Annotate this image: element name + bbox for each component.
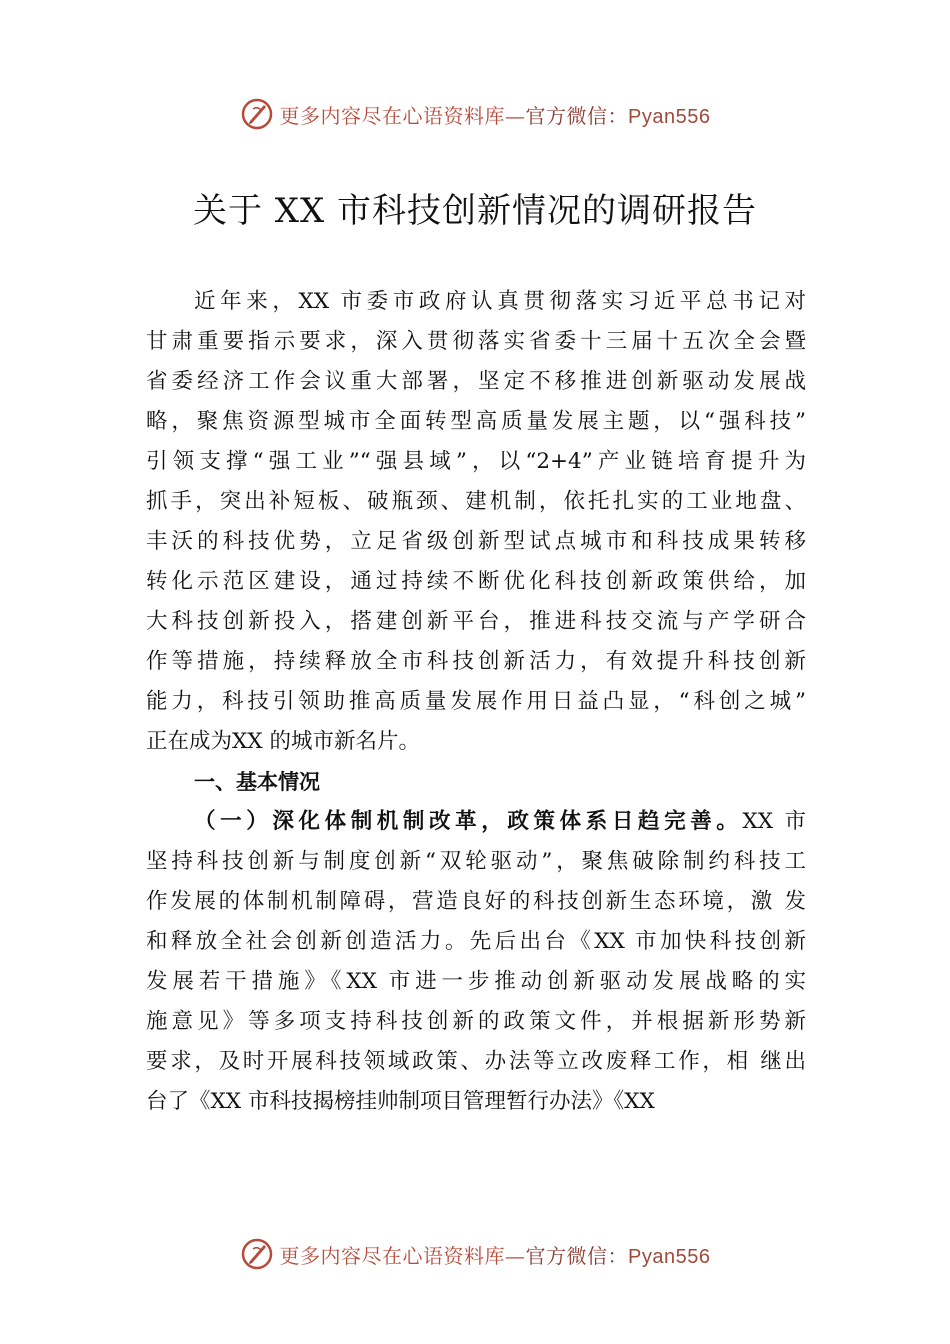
paragraph-line: 略，聚焦资源型城市全面转型高质量发展主题，以“强科技” bbox=[146, 409, 806, 434]
paragraph-line: 甘肃重要指示要求，深入贯彻落实省委十三届十五次全会暨 bbox=[146, 329, 806, 354]
paragraph-line: 作等措施，持续释放全市科技创新活力，有效提升科技创新 bbox=[146, 649, 806, 674]
watermark-brand: 更多内容尽在心语资料库 bbox=[279, 1243, 506, 1268]
paragraph-line: 和释放全社会创新创造活力。先后出台《XX 市加快科技创新 bbox=[146, 929, 806, 954]
subsection-first-tail: XX 市 bbox=[742, 809, 806, 834]
watermark-text bbox=[280, 1240, 711, 1269]
brand-logo-icon bbox=[240, 97, 274, 131]
footer-watermark bbox=[0, 1234, 950, 1274]
watermark-brand: 更多内容尽在心语资料库 bbox=[279, 103, 506, 128]
watermark-wechat-label: 官方微信： bbox=[525, 1243, 629, 1268]
section-heading: 一、基本情况 bbox=[194, 770, 320, 794]
paragraph-line: 抓手，突出补短板、破瓶颈、建机制，依托扎实的工业地盘、 bbox=[146, 489, 806, 514]
document-body bbox=[146, 282, 806, 1122]
watermark-separator: — bbox=[505, 103, 526, 128]
watermark-wechat-id: Pyan556 bbox=[628, 1245, 711, 1268]
brand-logo-icon bbox=[240, 1237, 274, 1271]
paragraph-line: 要求，及时开展科技领域政策、办法等立改废释工作，相 继出 bbox=[146, 1049, 806, 1074]
paragraph-line: 能力，科技引领助推高质量发展作用日益凸显，“科创之城” bbox=[146, 689, 806, 714]
paragraph-line: 丰沃的科技优势，立足省级创新型试点城市和科技成果转移 bbox=[146, 529, 806, 554]
paragraph-line: 发展若干措施》《XX 市进一步推动创新驱动发展战略的实 bbox=[146, 969, 806, 994]
document-title: 关于 XX 市科技创新情况的调研报告 bbox=[192, 191, 758, 231]
paragraph-line: 省委经济工作会议重大部署，坚定不移推进创新驱动发展战 bbox=[146, 369, 806, 394]
paragraph-line: 坚持科技创新与制度创新“双轮驱动”，聚焦破除制约科技工 bbox=[146, 849, 806, 874]
header-watermark bbox=[0, 94, 950, 134]
paragraph-line: 台了《XX 市科技揭榜挂帅制项目管理暂行办法》《XX bbox=[146, 1089, 655, 1114]
subsection-heading: （一）深化体制机制改革，政策体系日趋完善。 bbox=[194, 809, 743, 834]
subsection-first-line bbox=[146, 802, 806, 842]
paragraph-line: 施意见》等多项支持科技创新的政策文件，并根据新形势新 bbox=[146, 1009, 806, 1034]
watermark-text bbox=[280, 100, 711, 129]
paragraph-line: 近年来，XX 市委市政府认真贯彻落实习近平总书记对 bbox=[194, 289, 806, 314]
paragraph-line: 作发展的体制机制障碍，营造良好的科技创新生态环境，激 发 bbox=[146, 889, 806, 914]
paragraph-line: 引领支撑“强工业”“强县域”，以“2+4”产业链培育提升为 bbox=[146, 449, 806, 474]
paragraph-line: 大科技创新投入，搭建创新平台，推进科技交流与产学研合 bbox=[146, 609, 806, 634]
paragraph-line: 转化示范区建设，通过持续不断优化科技创新政策供给，加 bbox=[146, 569, 806, 594]
paragraph-line: 正在成为XX 的城市新名片。 bbox=[146, 729, 420, 754]
watermark-wechat-label: 官方微信： bbox=[525, 103, 629, 128]
watermark-wechat-id: Pyan556 bbox=[628, 105, 711, 128]
watermark-separator: — bbox=[505, 1243, 526, 1268]
